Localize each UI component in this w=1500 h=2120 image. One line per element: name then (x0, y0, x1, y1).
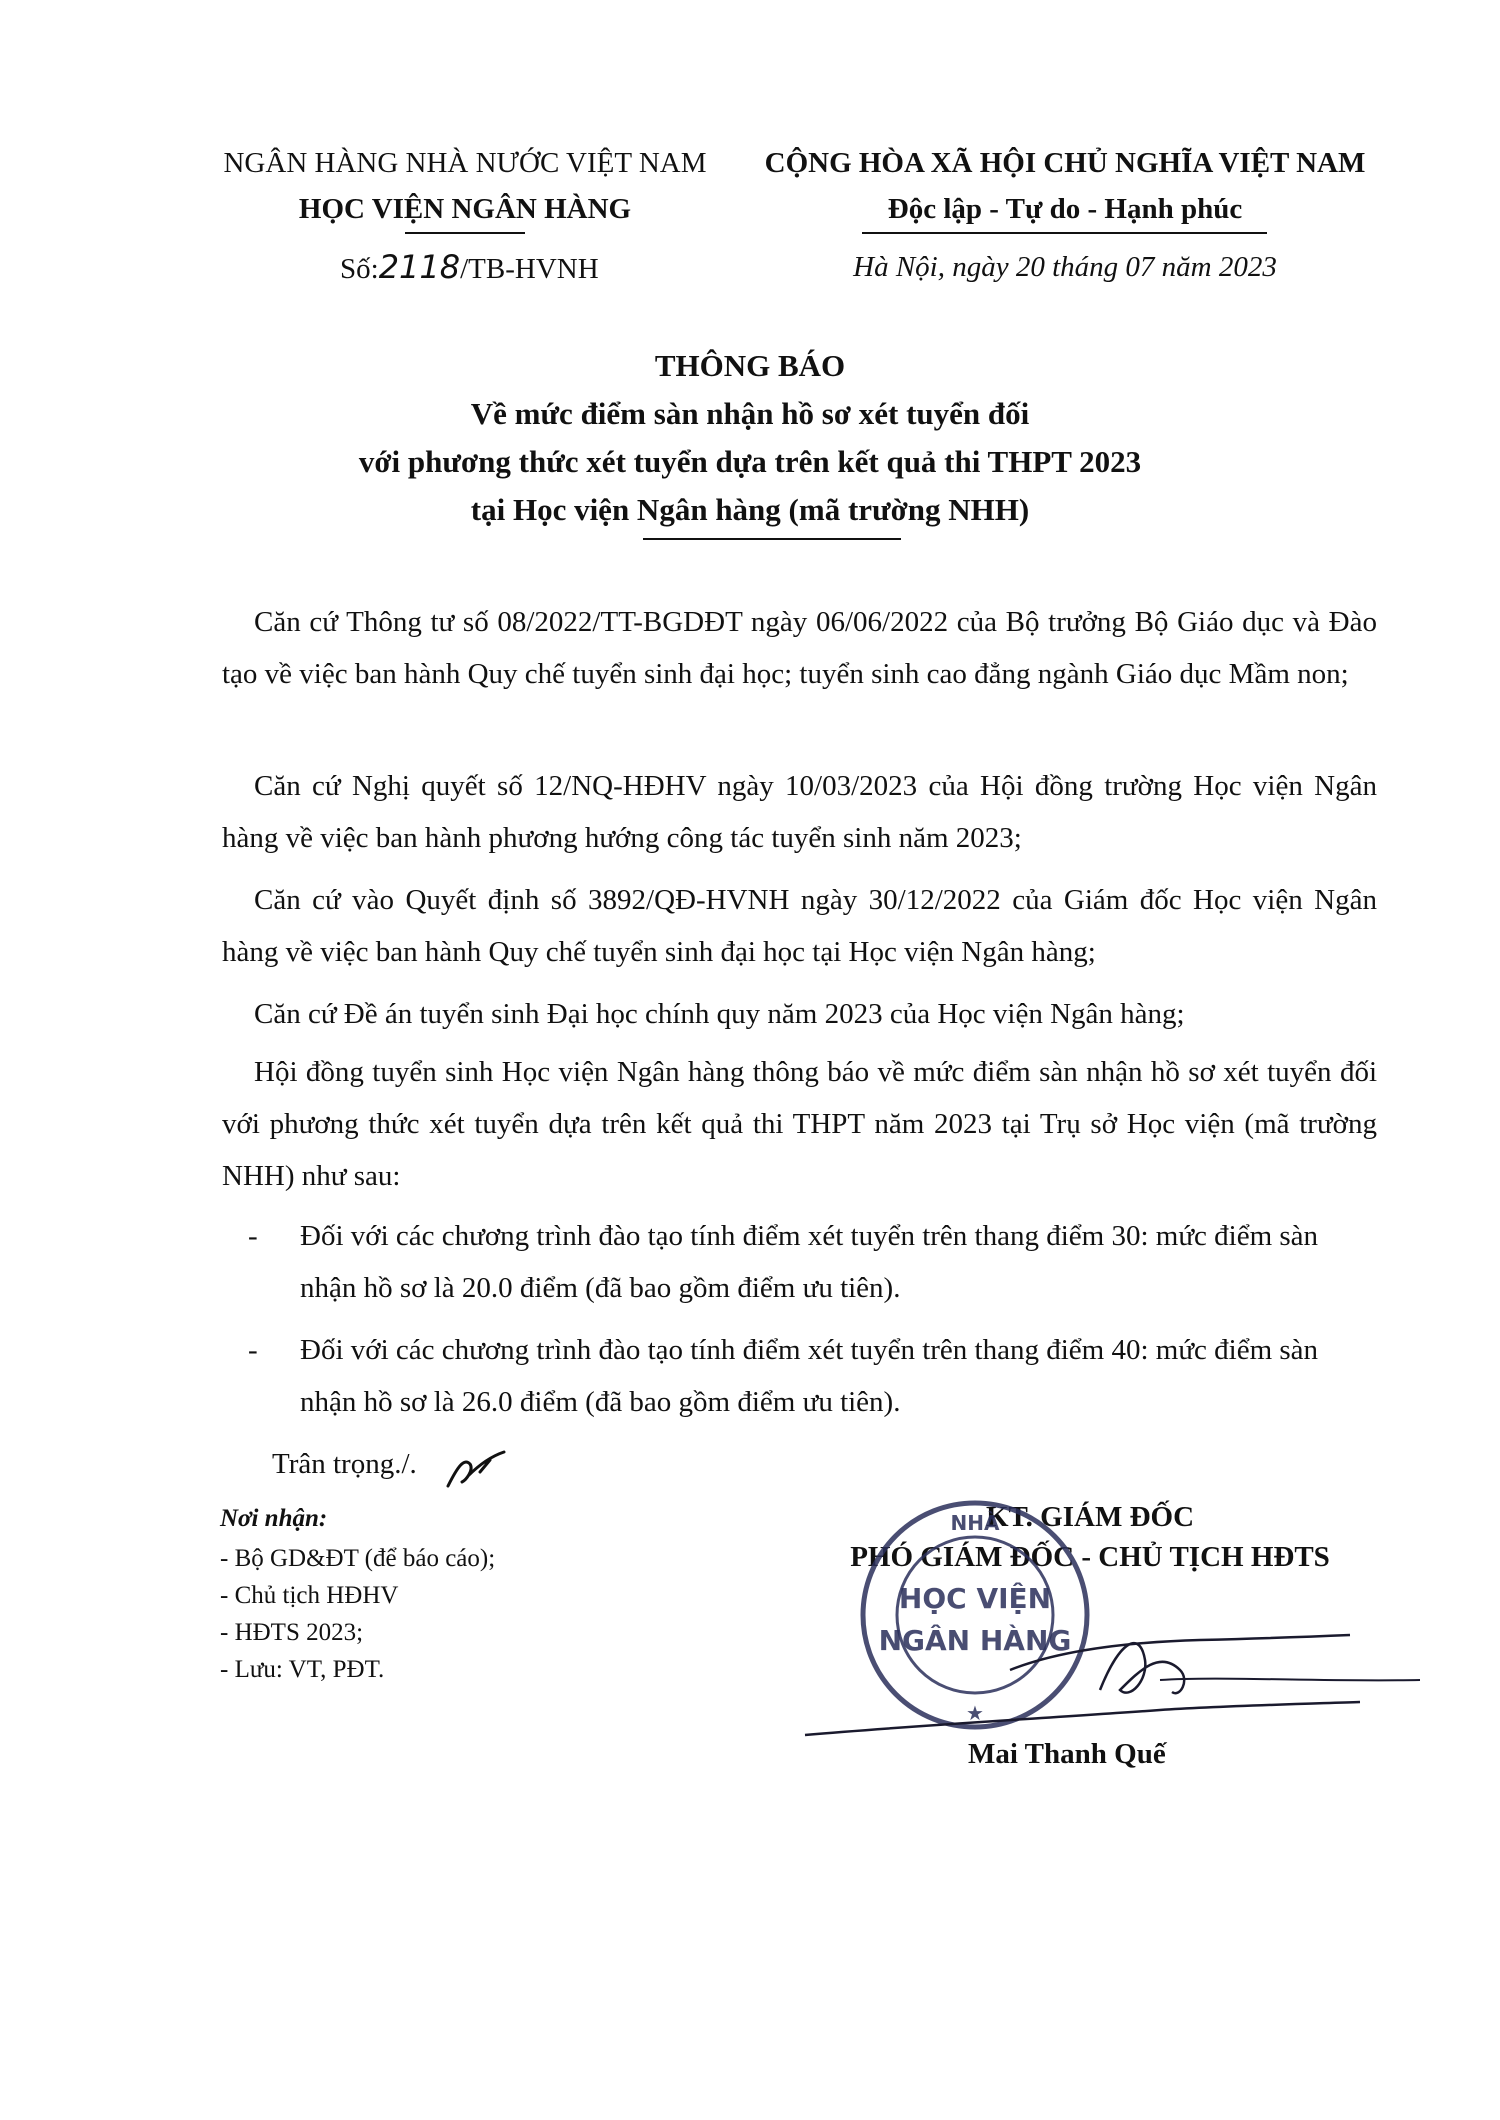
announcement-paragraph: Hội đồng tuyển sinh Học viện Ngân hàng thông báo về mức điểm sàn nhận hồ sơ xét tuyển đối với phương thức xét tuyển dựa trên kết quả thi THPT năm 2023 tại Trụ sở Học viện (mã trường NHH) như sau: (222, 1056, 1377, 1192)
svg-text:★: ★ (966, 1701, 984, 1725)
national-title: CỘNG HÒA XÃ HỘI CHỦ NGHĨA VIỆT NAM (764, 147, 1366, 179)
svg-text:NGÂN HÀNG: NGÂN HÀNG (878, 1624, 1072, 1657)
signature-title-line1: KT. GIÁM ĐỐC (985, 1501, 1195, 1533)
list-item: - HĐTS 2023; (220, 1619, 364, 1646)
list-item: - Chủ tịch HĐHV (220, 1582, 399, 1609)
legal-basis-1: Căn cứ Thông tư số 08/2022/TT-BGDĐT ngày 06/06/2022 của Bộ trưởng Bộ Giáo dục và Đào tạo về việc ban hành Quy chế tuyển sinh đại học; tuyển sinh cao đẳng ngành Giáo dục Mầm non; (222, 606, 1377, 690)
issuer-agency: NGÂN HÀNG NHÀ NƯỚC VIỆT NAM (223, 147, 707, 179)
document-number (340, 244, 599, 292)
bullet-dash: - (248, 1334, 258, 1366)
svg-text:HỌC VIỆN: HỌC VIỆN (898, 1582, 1052, 1615)
list-item (248, 1210, 1378, 1320)
legal-basis-3: Căn cứ vào Quyết định số 3892/QĐ-HVNH ngày 30/12/2022 của Giám đốc Học viện Ngân hàng về việc ban hành Quy chế tuyển sinh đại học tại Học viện Ngân hàng; (222, 884, 1377, 968)
legal-basis-4: Căn cứ Đề án tuyển sinh Đại học chính quy năm 2023 của Học viện Ngân hàng; (254, 998, 1185, 1030)
notice-subject-line1: Về mức điểm sàn nhận hồ sơ xét tuyển đối (470, 396, 1030, 431)
issuer-underline (405, 232, 525, 234)
notice-title: THÔNG BÁO (654, 348, 846, 383)
signature-title-line2: PHÓ GIÁM ĐỐC - CHỦ TỊCH HĐTS (850, 1541, 1330, 1573)
bullet-text-scale-40: Đối với các chương trình đào tạo tính điểm xét tuyển trên thang điểm 40: mức điểm sàn nhận hồ sơ là 26.0 điểm (đã bao gồm điểm ưu tiên). (300, 1334, 1319, 1418)
handwritten-signature (800, 1580, 1440, 1760)
list-item: - Bộ GD&ĐT (để báo cáo); (220, 1545, 496, 1572)
bullet-text-scale-30: Đối với các chương trình đào tạo tính điểm xét tuyển trên thang điểm 30: mức điểm sàn nhận hồ sơ là 20.0 điểm (đã bao gồm điểm ưu tiên). (300, 1220, 1319, 1304)
svg-text:NHÀ: NHÀ (950, 1511, 1000, 1535)
notice-subject-line2: với phương thức xét tuyển dựa trên kết quả thi THPT 2023 (358, 444, 1142, 479)
issuer-institution: HỌC VIỆN NGÂN HÀNG (298, 193, 632, 225)
document-number-suffix: /TB-HVNH (460, 253, 599, 285)
notice-subject-line3: tại Học viện Ngân hàng (mã trường NHH) (470, 492, 1030, 527)
initials-mark (440, 1444, 510, 1494)
closing-salutation: Trân trọng./. (272, 1448, 417, 1480)
motto-underline (862, 232, 1267, 234)
signer-name: Mai Thanh Quế (968, 1738, 1166, 1770)
issue-date: Hà Nội, ngày 20 tháng 07 năm 2023 (853, 251, 1277, 283)
list-item: - Lưu: VT, PĐT. (220, 1656, 385, 1683)
national-motto: Độc lập - Tự do - Hạnh phúc (887, 193, 1243, 225)
bullet-dash: - (248, 1220, 258, 1252)
recipients-heading: Nơi nhận: (220, 1505, 328, 1532)
document-number-prefix: Số: (340, 253, 379, 285)
title-underline (643, 538, 901, 540)
legal-basis-2: Căn cứ Nghị quyết số 12/NQ-HĐHV ngày 10/03/2023 của Hội đồng trường Học viện Ngân hàng về việc ban hành phương hướng công tác tuyển sinh năm 2023; (222, 770, 1377, 854)
list-item (248, 1324, 1378, 1434)
document-number-handwritten: 2118 (378, 248, 461, 286)
